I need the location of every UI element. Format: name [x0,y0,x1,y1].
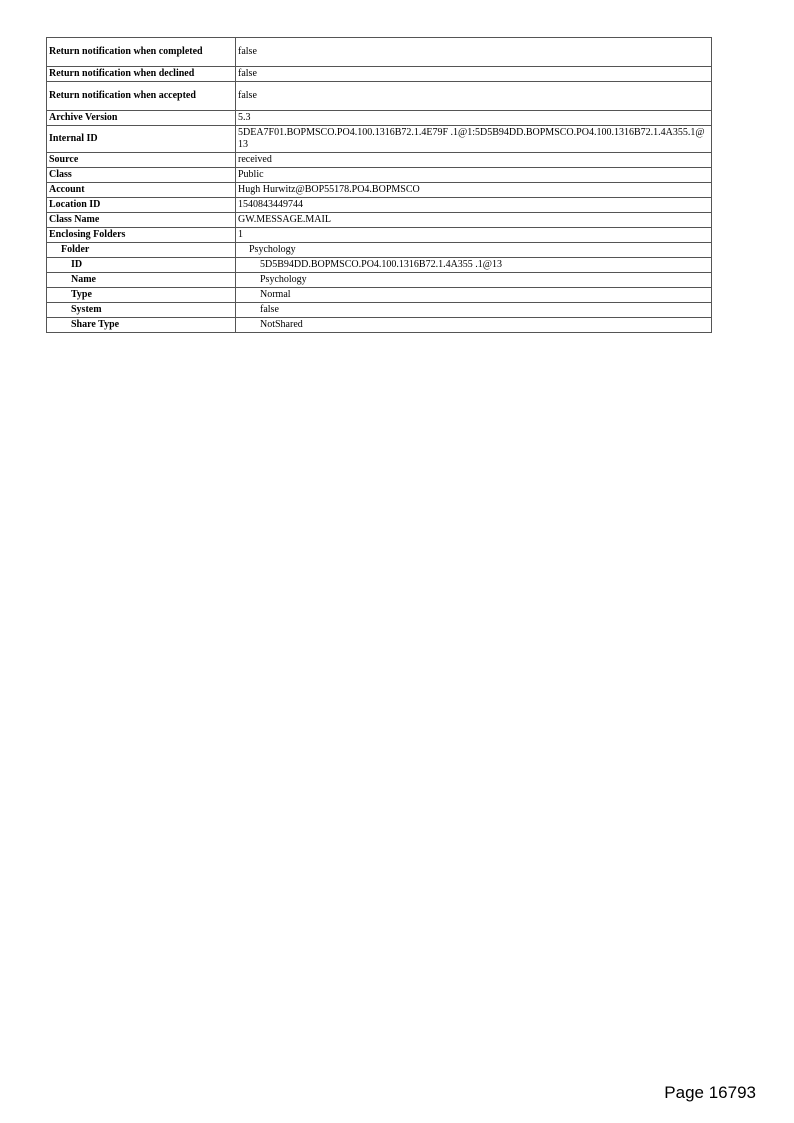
property-key: Return notification when declined [47,67,236,82]
property-key: Folder [47,243,236,258]
property-value: Public [236,168,712,183]
property-value: Psychology [236,273,712,288]
property-value: 5.3 [236,111,712,126]
property-value: GW.MESSAGE.MAIL [236,213,712,228]
property-key: Class Name [47,213,236,228]
property-key: Name [47,273,236,288]
table-row [47,258,712,273]
property-key: Return notification when completed [47,38,236,67]
property-value: received [236,153,712,168]
property-value: false [236,38,712,67]
property-value: Normal [236,288,712,303]
property-value: false [236,82,712,111]
property-key: Account [47,183,236,198]
table-row [47,67,712,82]
table-row [47,228,712,243]
table-row [47,111,712,126]
table-row [47,213,712,228]
table-row [47,168,712,183]
property-key: Share Type [47,318,236,333]
property-key: ID [47,258,236,273]
table-row [47,126,712,153]
table-row [47,183,712,198]
table-row [47,243,712,258]
property-value: 1540843449744 [236,198,712,213]
property-key: Return notification when accepted [47,82,236,111]
property-key: Location ID [47,198,236,213]
property-value: 1 [236,228,712,243]
property-key: System [47,303,236,318]
table-row [47,153,712,168]
table-row [47,273,712,288]
table-row [47,198,712,213]
property-key: Enclosing Folders [47,228,236,243]
property-key: Internal ID [47,126,236,153]
property-value: false [236,303,712,318]
property-value: NotShared [236,318,712,333]
table-row [47,82,712,111]
property-key: Type [47,288,236,303]
property-key: Class [47,168,236,183]
properties-table [46,37,712,333]
property-value: Hugh Hurwitz@BOP55178.PO4.BOPMSCO [236,183,712,198]
table-row [47,38,712,67]
property-value: 5D5B94DD.BOPMSCO.PO4.100.1316B72.1.4A355 .1@13 [236,258,712,273]
property-value: false [236,67,712,82]
page-number: Page 16793 [664,1083,756,1102]
table-row [47,303,712,318]
property-value: 5DEA7F01.BOPMSCO.PO4.100.1316B72.1.4E79F .1@1:5D5B94DD.BOPMSCO.PO4.100.1316B72.1.4A355.1@13 [236,126,712,153]
table-row [47,318,712,333]
property-key: Archive Version [47,111,236,126]
table-row [47,288,712,303]
property-key: Source [47,153,236,168]
property-value: Psychology [236,243,712,258]
